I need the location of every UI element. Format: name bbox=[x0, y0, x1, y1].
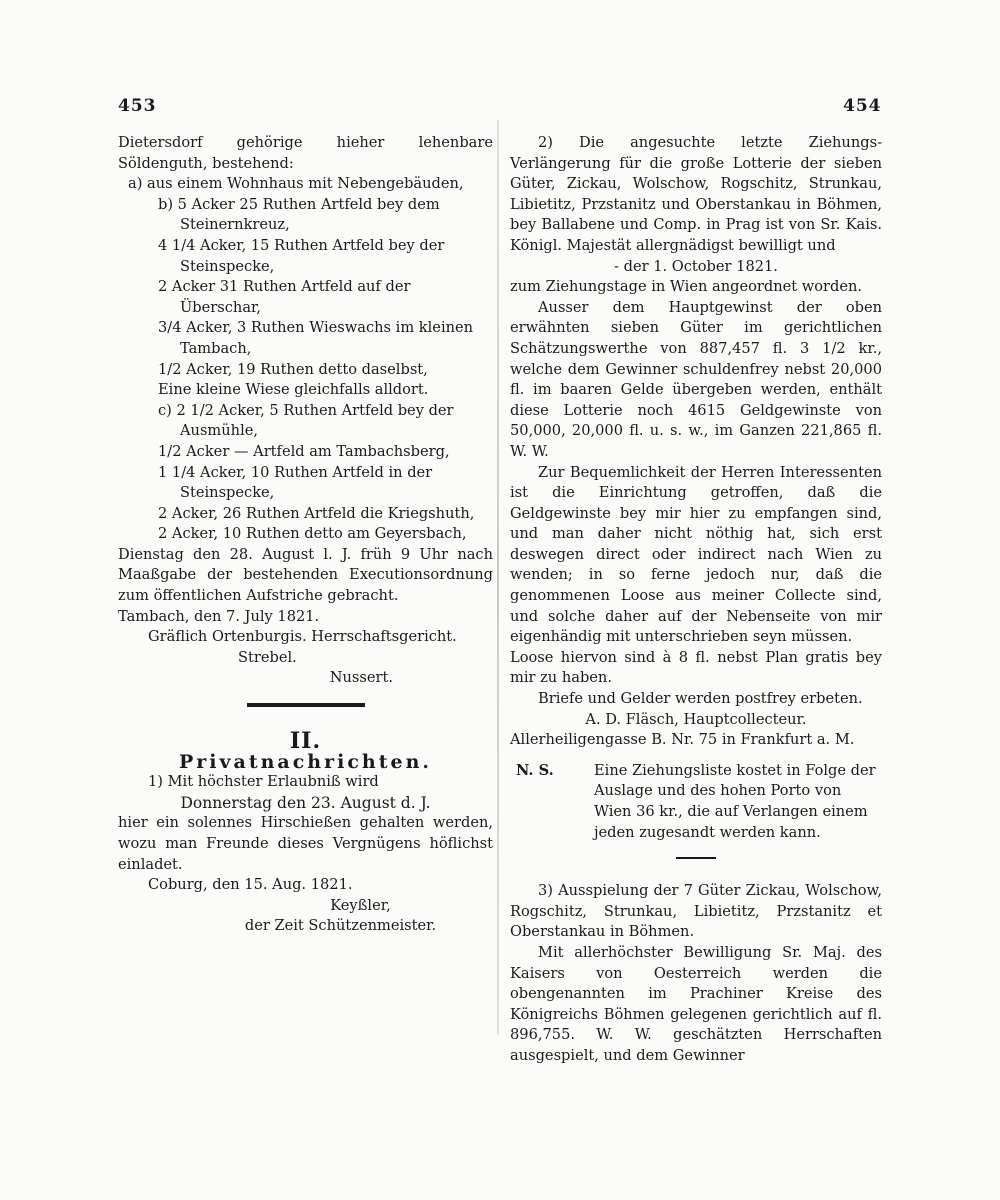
property-item: c) 2 1/2 Acker, 5 Ruthen Artfeld bey der Ausmühle, bbox=[158, 401, 454, 440]
drawing-location: zum Ziehungstage in Wien angeordnet worden. bbox=[510, 278, 863, 296]
item1-date: Donnerstag den 23. August d. J. bbox=[180, 793, 431, 812]
item1-signer: Keyßler, bbox=[330, 896, 391, 914]
collector-address: Allerheiligengasse B. Nr. 75 in Frankfurt a. M. bbox=[510, 731, 855, 749]
signer-strebel: Strebel. bbox=[238, 648, 297, 666]
postscript-label: N. S. bbox=[516, 761, 554, 779]
property-item: 2 Acker 31 Ruthen Artfeld auf der Überschar, bbox=[158, 278, 411, 316]
drawing-date: - der 1. October 1821. bbox=[614, 257, 778, 275]
right-column bbox=[510, 133, 882, 1067]
collection-paragraph: Zur Bequemlichkeit der Herren Interessenten ist die Einrichtung getroffen, daß die Geldgewinste bey mir hier zu empfangen sind, und man daher nicht nöthig hat, sich erst deswegen direct oder indirect nach Wien zu wenden; in so ferne jedoch nur, daß die genommenen Loose aus meiner Collecte sind, und solche daher auf der Nebenseite von mir eigenhändig mit unterschrieben seyn müssen. bbox=[510, 463, 882, 646]
property-item: Eine kleine Wiese gleichfalls alldort. bbox=[158, 381, 429, 399]
property-item: 1 1/4 Acker, 10 Ruthen Artfeld in der Steinspecke, bbox=[158, 463, 433, 502]
postscript-text: Eine Ziehungsliste kostet in Folge der Auslage und des hohen Porto von Wien 36 kr., die auf Verlangen einem jeden zugesandt werden kann. bbox=[594, 761, 876, 841]
page-number-left: 453 bbox=[118, 96, 157, 116]
auction-notice: Dienstag den 28. August l. J. früh 9 Uhr nach Maaßgabe der bestehenden Executionsordnung zum öffentlichen Aufstriche gebracht. bbox=[118, 545, 493, 605]
property-item: 3/4 Acker, 3 Ruthen Wieswachs im kleinen Tambach, bbox=[158, 319, 474, 357]
property-item: 1/2 Acker — Artfeld am Tambachsberg, bbox=[158, 442, 450, 460]
authority-name: Gräflich Ortenburgis. Herrschaftsgericht. bbox=[148, 628, 457, 646]
postscript bbox=[510, 761, 882, 843]
item1-heading: 1) Mit höchster Erlaubniß wird bbox=[148, 773, 379, 791]
column-divider bbox=[497, 120, 499, 1035]
signer-nussert: Nussert. bbox=[329, 669, 393, 687]
place-date: Tambach, den 7. July 1821. bbox=[118, 607, 320, 625]
section-divider bbox=[247, 703, 365, 707]
intro-paragraph: Dietersdorf gehörige hieher lehenbare Söldenguth, bestehend: bbox=[118, 134, 493, 172]
property-item: b) 5 Acker 25 Ruthen Artfeld bey dem Steinernkreuz, bbox=[158, 195, 440, 234]
postage-note: Briefe und Gelder werden postfrey erbeten. bbox=[538, 690, 863, 708]
property-item: 2 Acker, 26 Ruthen Artfeld die Kriegshuth, bbox=[158, 504, 475, 522]
lottery-paragraph: 2) Die angesuchte letzte Ziehungs-Verlängerung für die große Lotterie der sieben Güter, Zickau, Wolschow, Rogschitz, Strunkau, Libietitz, Przstanitz und Oberstankau in Böhmen, bey Ballabene und Comp. in Prag ist von Sr. Kais. Königl. Majestät allergnädigst bewilligt und bbox=[510, 134, 882, 254]
collector-signature: A. D. Fläsch, Hauptcollecteur. bbox=[585, 710, 807, 728]
item1-place-date: Coburg, den 15. Aug. 1821. bbox=[148, 876, 353, 894]
property-item: 4 1/4 Acker, 15 Ruthen Artfeld bey der Steinspecke, bbox=[158, 236, 445, 275]
item1-text: hier ein solennes Hirschießen gehalten werden, wozu man Freunde dieses Vergnügens höflichst einladet. bbox=[118, 814, 493, 873]
page-number-right: 454 bbox=[843, 96, 882, 116]
property-item: a) aus einem Wohnhaus mit Nebengebäuden, bbox=[128, 175, 464, 193]
property-item: 1/2 Acker, 19 Ruthen detto daselbst, bbox=[158, 360, 428, 378]
raffle-paragraph: Mit allerhöchster Bewilligung Sr. Maj. des Kaisers von Oesterreich werden die obengenannten im Prachiner Kreise des Königreichs Böhmen gelegenen gerichtlich auf fl. 896,755. W. W. geschätzten Herrschaften ausgespielt, und dem Gewinner bbox=[510, 943, 882, 1064]
item-divider bbox=[676, 857, 716, 859]
left-column bbox=[118, 133, 493, 937]
section-title: Privatnachrichten. bbox=[178, 750, 433, 773]
item1-signer-role: der Zeit Schützenmeister. bbox=[244, 917, 437, 935]
section-number: II. bbox=[289, 728, 322, 755]
prize-paragraph: Ausser dem Hauptgewinst der oben erwähnten sieben Güter im gerichtlichen Schätzungswerthe von 887,457 fl. 3 1/2 kr., welche dem Gewinner schuldenfrey nebst 20,000 fl. im baaren Gelde übergeben werden, enthält diese Lotterie noch 4615 Geldgewinste von 50,000, 20,000 fl. u. s. w., im Ganzen 221,865 fl. W. W. bbox=[510, 298, 882, 460]
tickets-paragraph: Loose hiervon sind à 8 fl. nebst Plan gratis bey mir zu haben. bbox=[510, 648, 882, 687]
raffle-heading: 3) Ausspielung der 7 Güter Zickau, Wolschow, Rogschitz, Strunkau, Libietitz, Przstanitz et Oberstankau in Böhmen. bbox=[510, 882, 882, 941]
property-item: 2 Acker, 10 Ruthen detto am Geyersbach, bbox=[158, 525, 467, 543]
